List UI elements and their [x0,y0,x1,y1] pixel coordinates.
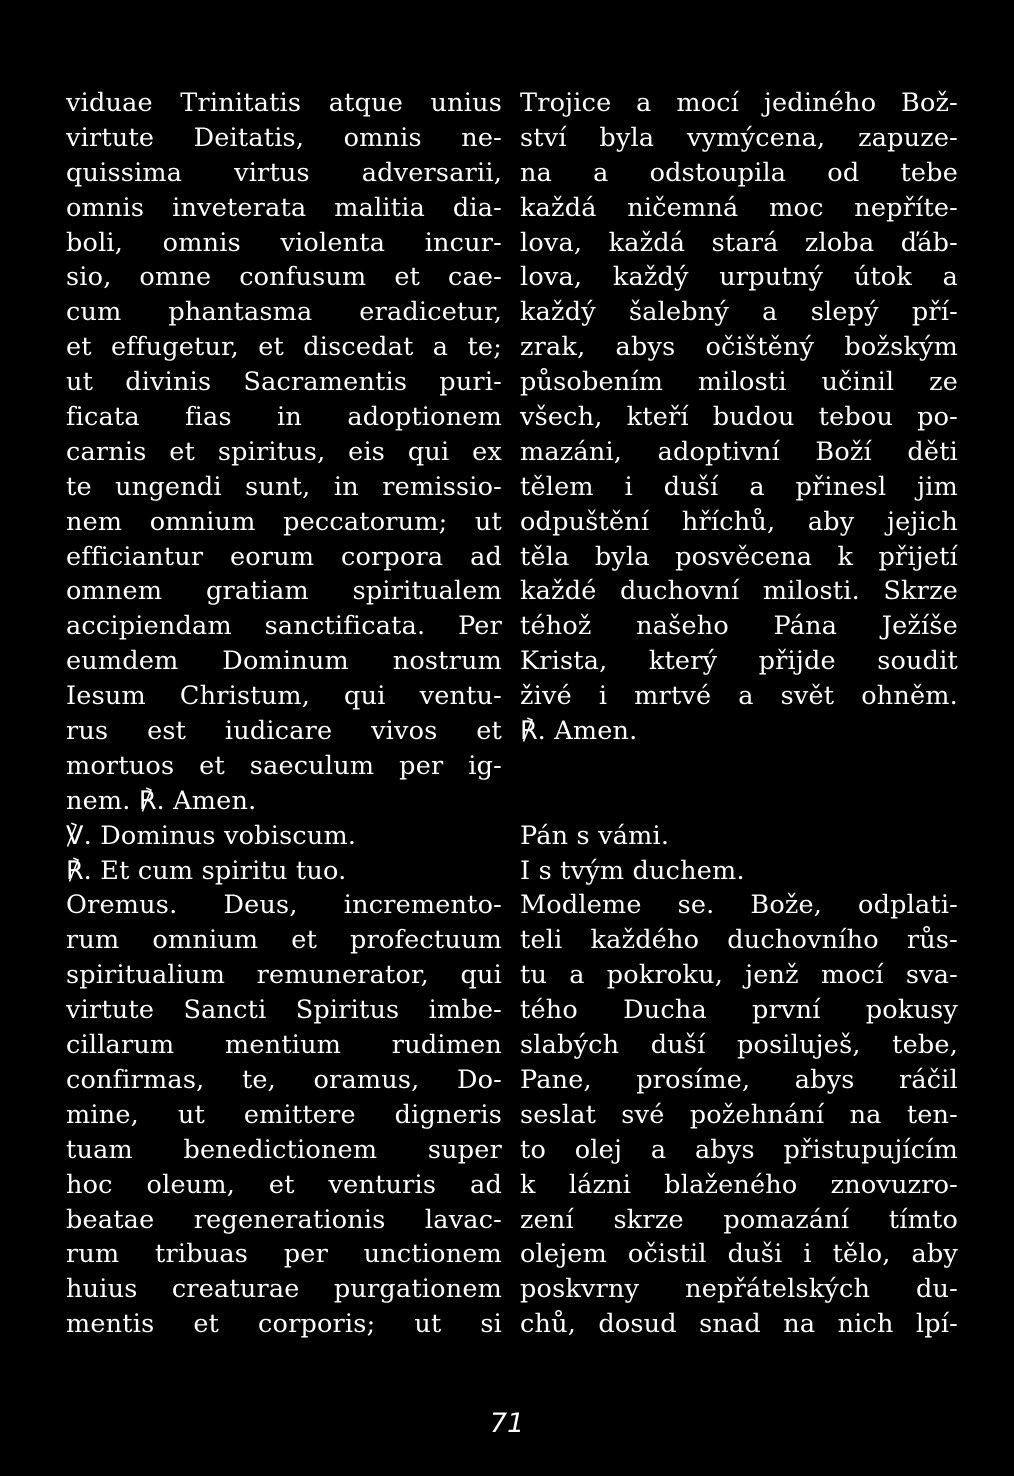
latin-text-line: sio, omne confusum et cae- [66,262,502,293]
czech-column [520,86,958,1342]
latin-text-line: viduae Trinitatis atque unius [66,88,502,118]
latin-text-line: virtute Sancti Spiritus imbe- [66,995,502,1026]
czech-text-line: I s tvým duchem. [520,855,745,886]
latin-text-line: spiritualium remunerator, qui [66,960,502,991]
czech-text-line: odpuštění hříchů, aby jejich [520,506,958,537]
latin-text-line: cum phantasma eradicetur, [66,297,502,328]
latin-text-line: beatae regenerationis lavac- [66,1204,502,1235]
czech-text-line: všech, kteří budou tebou po- [520,402,958,433]
czech-text-line: ℟. Amen. [520,716,638,747]
latin-text-line: tuam benedictionem super [66,1134,502,1165]
latin-text-line: ℣. Dominus vobiscum. [66,820,357,851]
latin-text-line: Iesum Christum, qui ventu- [66,681,502,712]
latin-text-line: quissima virtus adversarii, [66,157,502,188]
latin-text-line: omnis inveterata malitia dia- [66,192,502,223]
czech-text-line: působením milosti učinil ze [520,367,958,398]
latin-text-line: confirmas, te, oramus, Do- [66,1064,502,1095]
czech-text-line: Pán s vámi. [520,820,670,851]
czech-text-line: to olej a abys přistupujícím [520,1134,958,1165]
latin-text-line: mine, ut emittere digneris [66,1099,502,1130]
czech-text-line: lova, každý urputný útok a [520,262,958,293]
czech-text-line: každé duchovní milosti. Skrze [520,576,958,607]
latin-text-line: ℟. Et cum spiritu tuo. [66,855,347,886]
czech-text-line: poskvrny nepřátelských du- [520,1274,958,1305]
czech-text-line: téhož našeho Pána Ježíše [520,611,958,642]
czech-text-line: teli každého duchovního růs- [520,925,958,956]
latin-text-line: Oremus. Deus, incremento- [66,890,502,921]
czech-text-line [520,784,958,819]
czech-text-line: živé i mrtvé a svět ohněm. [520,681,958,712]
latin-text-line: rum omnium et profectuum [66,925,502,956]
latin-text-line: huius creaturae purgationem [66,1274,502,1305]
czech-text-line: k lázni blaženého znovuzro- [520,1169,958,1200]
czech-text-line: každý šalebný a slepý pří- [520,297,958,328]
czech-text-line: Pane, prosíme, abys ráčil [520,1064,958,1095]
latin-text-line: mentis et corporis; ut si [66,1309,502,1340]
latin-text-line: carnis et spiritus, eis qui ex [66,436,502,467]
latin-text-line: mortuos et saeculum per ig- [66,750,502,781]
czech-text-line: Krista, který přijde soudit [520,646,958,677]
latin-text-line: accipiendam sanctificata. Per [66,611,502,642]
page-number: 71 [489,1408,525,1439]
latin-text-line: nem omnium peccatorum; ut [66,506,502,537]
latin-text-line: nem. ℟. Amen. [66,785,257,816]
latin-text-line: ficata fias in adoptionem [66,402,502,433]
czech-text-line: tého Ducha první pokusy [520,995,958,1026]
czech-text-line: každá ničemná moc nepříte- [520,192,958,223]
czech-text-line: zrak, abys očištěný božským [520,332,958,363]
latin-text-line: cillarum mentium rudimen [66,1030,502,1061]
latin-text-line: ut divinis Sacramentis puri- [66,367,502,398]
latin-column [66,86,502,1342]
latin-text-line: rus est iudicare vivos et [66,716,502,747]
czech-text-line: mazáni, adoptivní Boží děti [520,436,958,467]
czech-text-line [520,749,958,784]
czech-text-line: lova, každá stará zloba ďáb- [520,227,958,258]
czech-text-line: ství byla vymýcena, zapuze- [520,122,958,153]
latin-text-line: boli, omnis violenta incur- [66,227,502,258]
czech-text-line: na a odstoupila od tebe [520,157,958,188]
czech-text-line: seslat své požehnání na ten- [520,1099,958,1130]
czech-text-line: tělem i duší a přinesl jim [520,471,958,502]
czech-text-line: zení skrze pomazání tímto [520,1204,958,1235]
czech-text-line: olejem očistil duši i tělo, aby [520,1239,958,1270]
latin-text-line: hoc oleum, et venturis ad [66,1169,502,1200]
czech-text-line: chů, dosud snad na nich lpí- [520,1309,958,1340]
czech-text-line: Modleme se. Bože, odplati- [520,890,958,921]
latin-text-line: et effugetur, et discedat a te; [66,332,502,363]
czech-text-line: Trojice a mocí jediného Bož- [520,88,958,118]
latin-text-line: rum tribuas per unctionem [66,1239,502,1270]
czech-text-line: slabých duší posiluješ, tebe, [520,1030,958,1061]
latin-text-line: eumdem Dominum nostrum [66,646,502,677]
czech-text-line: těla byla posvěcena k přijetí [520,541,958,572]
latin-text-line: virtute Deitatis, omnis ne- [66,122,502,153]
latin-text-line: te ungendi sunt, in remissio- [66,471,502,502]
latin-text-line: omnem gratiam spiritualem [66,576,502,607]
czech-text-line: tu a pokroku, jenž mocí sva- [520,960,958,991]
latin-text-line: efficiantur eorum corpora ad [66,541,502,572]
